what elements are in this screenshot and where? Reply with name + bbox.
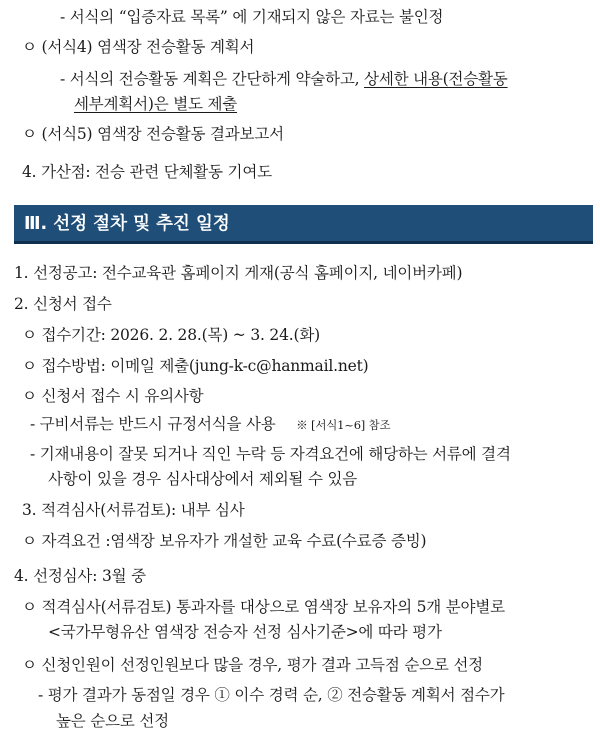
tie-break-line2: 높은 순으로 선정 [56, 712, 169, 730]
bonus-points-item: 4. 가산점: 전승 관련 단체활동 기여도 [22, 163, 272, 181]
eligibility-requirement: ㅇ 자격요건 :염색장 보유자가 개설한 교육 수료(수료증 증빙) [22, 532, 427, 550]
step4-selection-review: 4. 선정심사: 3월 중 [14, 567, 146, 585]
note-disqualification-line1: - 기재내용이 잘못 되거나 직인 누락 등 자격요건에 해당하는 서류에 결격 [30, 445, 511, 463]
application-notes-heading: ㅇ 신청서 접수 시 유의사항 [22, 387, 204, 405]
section-title: Ⅲ. 선정 절차 및 추진 일정 [24, 214, 230, 234]
step3-eligibility-review: 3. 적격심사(서류검토): 내부 심사 [22, 501, 245, 519]
note-required-forms [30, 413, 390, 436]
tie-break-line1: - 평가 결과가 동점일 경우 ① 이수 경력 순, ② 전승활동 계획서 점수가 [38, 686, 505, 704]
application-period: ㅇ 접수기간: 2026. 2. 28.(목) ~ 3. 24.(화) [22, 326, 320, 344]
form-reference: ※ [서식1~6] 참조 [296, 418, 391, 432]
form5-heading: ㅇ (서식5) 염색장 전승활동 결과보고서 [22, 125, 284, 143]
note-required-forms-text: - 구비서류는 반드시 규정서식을 사용 [30, 415, 276, 433]
review-criteria-line2: <국가무형유산 염색장 전승자 선정 심사기준>에 따라 평가 [48, 623, 442, 641]
application-method: ㅇ 접수방법: 이메일 제출(jung-k-c@hanmail.net) [22, 357, 369, 375]
form4-note-line2: 세부계획서)은 별도 제출 [74, 95, 238, 113]
note-disqualification-line2: 사항이 있을 경우 심사대상에서 제외될 수 있음 [48, 470, 358, 488]
step1-announcement: 1. 선정공고: 전수교육관 홈페이지 게재(공식 홈페이지, 네이버카페) [14, 264, 463, 282]
review-criteria-line1: ㅇ 적격심사(서류검토) 통과자를 대상으로 염색장 보유자의 5개 분야별로 [22, 598, 505, 616]
step2-application: 2. 신청서 접수 [14, 295, 112, 313]
form4-heading: ㅇ (서식4) 염색장 전승활동 계획서 [22, 38, 255, 56]
form4-note-text: - 서식의 전승활동 계획은 간단하게 약술하고, [60, 70, 365, 88]
section-header-bar [14, 205, 593, 244]
bullet-note-evidence-list: - 서식의 “입증자료 목록” 에 기재되지 않은 자료는 불인정 [60, 8, 444, 26]
high-score-selection: ㅇ 신청인원이 선정인원보다 많을 경우, 평가 결과 고득점 순으로 선정 [22, 656, 483, 674]
form4-note-underlined: 상세한 내용(전승활동 [364, 70, 508, 88]
form4-note-line1 [60, 68, 508, 90]
